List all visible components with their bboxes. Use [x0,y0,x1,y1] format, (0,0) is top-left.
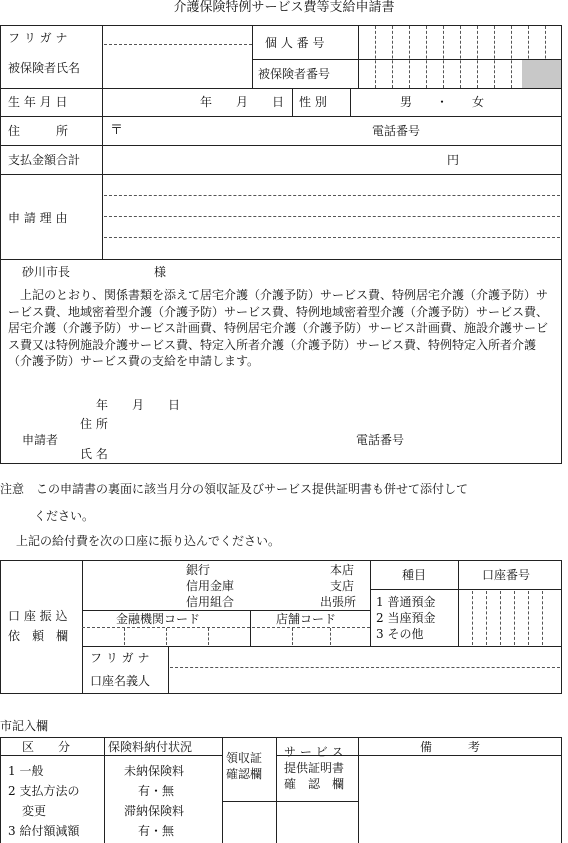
sex-label: 性 別 [299,95,327,109]
honorific: 様 [154,265,167,279]
office-col-payment: 保険料納付状況 [108,740,193,754]
request-date[interactable]: 年 月 日 [96,398,181,412]
office-section-label: 市記入欄 [0,719,49,733]
digit-cell-divider [460,26,461,88]
account-cell-divider [542,591,543,645]
payment-item-1: 未納保険料 [124,764,185,778]
category-item-2: 2 支払方法の [8,784,80,798]
branch-type-1: 本店 [330,563,355,577]
kind-option-1[interactable]: 1 普通預金 [376,595,436,609]
payment-item-2[interactable]: 有・無 [138,784,175,798]
phone-label: 電話番号 [372,124,421,138]
kind-label: 種目 [402,568,427,582]
office-col-remarks: 備 考 [420,740,481,754]
sex-options[interactable]: 男 ・ 女 [400,95,485,109]
bank-code-label: 金融機関コード [116,612,201,626]
caution-note: 注意 この申請書の裏面に該当月分の領収証及びサービス提供証明書も併せて添付して [0,482,469,496]
account-cell-divider [486,591,487,645]
applicant-phone-label: 電話番号 [356,433,405,447]
digit-cell-divider [443,26,444,88]
caution-note-cont: ください。 [34,509,95,523]
digit-cell-divider [511,26,512,88]
birthdate-label: 生 年 月 日 [8,95,68,109]
branch-code-label: 店舗コード [276,612,337,626]
code-cell-divider [124,628,125,645]
bank-type-3: 信用組合 [186,595,235,609]
postal-mark: 〒 [110,123,124,138]
category-item-1: 1 一般 [8,764,44,778]
holder-furigana-label: フ リ ガ ナ [90,651,150,665]
kind-option-3[interactable]: 3 その他 [376,627,424,641]
bank-type-1: 銀行 [186,563,211,577]
branch-type-2: 支店 [330,579,355,593]
transfer-note: 上記の給付費を次の口座に振り込んでください。 [16,534,281,548]
reason-field[interactable] [104,176,560,258]
account-cell-divider [472,591,473,645]
applicant-address-label: 住 所 [80,417,108,431]
digit-cell-divider [392,26,393,88]
holder-field[interactable] [170,669,560,693]
code-cell-divider [292,628,293,645]
account-cell-divider [500,591,501,645]
bank-request-label-2: 依 頼 欄 [8,629,69,643]
office-col-service: サ ー ビ ス 提供証明書 確 認 欄 [284,745,345,791]
code-cell-divider [330,628,331,645]
digit-cell-divider [494,26,495,88]
applicant-name-label: 氏 名 [80,447,108,461]
reason-label: 申 請 理 由 [8,211,68,225]
applicant-label: 申請者 [22,433,59,447]
branch-type-3: 出張所 [320,595,357,609]
bank-type-2: 信用金庫 [186,579,235,593]
digit-cell-divider [409,26,410,88]
digit-cell-divider [375,26,376,88]
office-col-category: 区 分 [22,740,71,754]
payment-item-3: 滞納保険料 [124,804,185,818]
birthdate-format[interactable]: 年 月 日 [200,95,285,109]
account-cell-divider [514,591,515,645]
yen-unit: 円 [447,153,460,167]
holder-label: 口座名義人 [90,674,151,688]
page-title: 介護保険特例サービス費等支給申請書 [173,0,395,15]
insured-name-label: 被保険者氏名 [8,61,81,75]
addressee: 砂川市長 [22,265,71,279]
personal-number-label: 個 人 番 号 [265,36,325,50]
insured-number-label: 被保険者番号 [258,67,331,81]
digit-cell-divider [426,26,427,88]
payment-item-4[interactable]: 有・無 [138,824,175,838]
shaded-cell [522,60,561,88]
account-number-label: 口座番号 [482,568,531,582]
bank-request-label-1: 口 座 振 込 [8,609,68,623]
office-col-receipt: 領収証 確認欄 [226,751,263,781]
request-body: 上記のとおり、関係書類を添えて居宅介護（介護予防）サービス費、特例居宅介護（介護予防）サービス費、地域密着型介護（介護予防）サービス費、特例地域密着型介護（介護予防）サービス費、居宅介護（介護予防）サービス計画費、特例居宅介護（介護予防）サービス計画費、施設介護サービス費又は特例施設介護サービス費、特定入所者介護（介護予防）サービス費、特例特定入所者介護（介護予防）サービス費の支給を申請します。 [8,288,549,368]
address-label: 住 所 [8,124,69,138]
account-cell-divider [528,591,529,645]
category-item-3: 3 給付額減額 [8,824,80,838]
total-amount-label: 支払金額合計 [8,153,81,167]
category-item-2b: 変更 [22,804,47,818]
insured-name-field[interactable] [104,45,250,87]
code-cell-divider [208,628,209,645]
furigana-label: フ リ ガ ナ [8,31,68,45]
code-cell-divider [166,628,167,645]
digit-cell-divider [477,26,478,88]
kind-option-2[interactable]: 2 当座預金 [376,611,436,625]
